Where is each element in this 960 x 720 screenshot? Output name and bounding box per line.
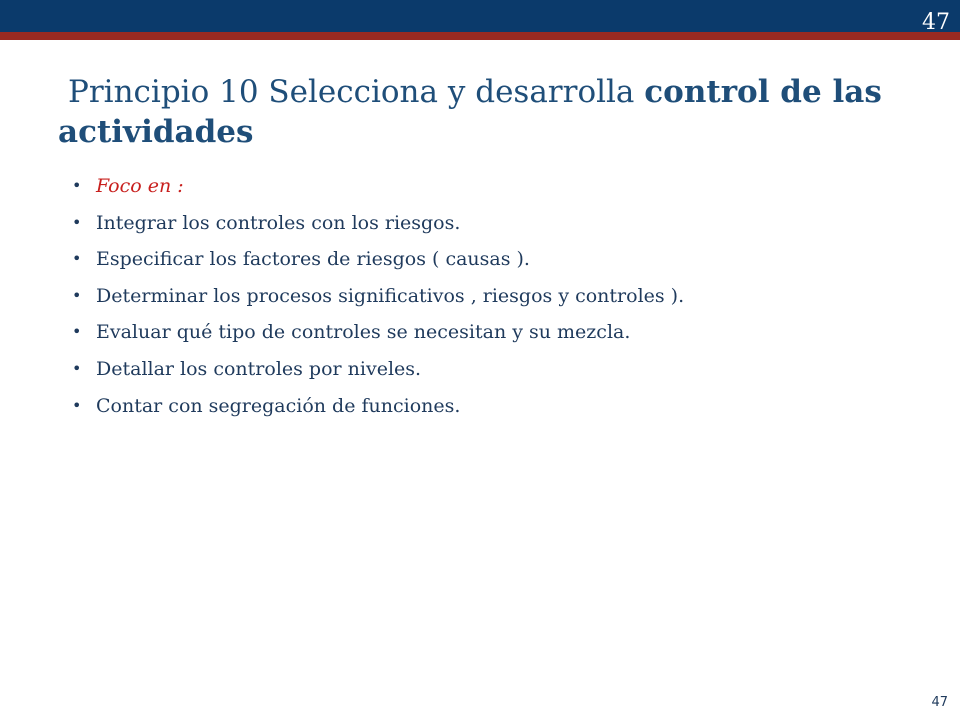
bullet-dot-icon: • [72,176,82,195]
bullet-item [72,314,932,351]
bullet-dot-icon: • [72,358,82,378]
bullet-text: Integrar los controles con los riesgos. [96,211,461,234]
accent-stripe [0,32,960,40]
title-emphasis-text: control de las actividades [58,74,882,150]
bullet-item [72,168,932,205]
bullet-item [72,241,932,278]
bullet-text: Especificar los factores de riesgos ( causas ). [96,248,530,271]
bullet-item [72,351,932,388]
bullet-dot-icon: • [72,285,82,305]
slide-title [58,72,918,152]
bullet-text: Evaluar qué tipo de controles se necesitan y su mezcla. [96,321,631,344]
slide-number-footer: 47 [931,695,948,710]
bullet-list [72,168,932,424]
header-bar [0,0,960,32]
bullet-item [72,205,932,242]
slide-number-header: 47 [922,10,950,35]
bullet-text: Contar con segregación de funciones. [96,394,461,417]
bullet-text: Detallar los controles por niveles. [96,357,422,380]
bullet-item [72,388,932,425]
bullet-dot-icon: • [72,395,82,415]
bullet-text: Foco en : [96,175,184,197]
bullet-dot-icon: • [72,322,82,342]
bullet-dot-icon: • [72,212,82,232]
title-lead-text: Principio 10 Selecciona y desarrolla [68,74,645,110]
bullet-item [72,278,932,315]
bullet-text: Determinar los procesos significativos , riesgos y controles ). [96,284,685,307]
bullet-dot-icon: • [72,249,82,269]
